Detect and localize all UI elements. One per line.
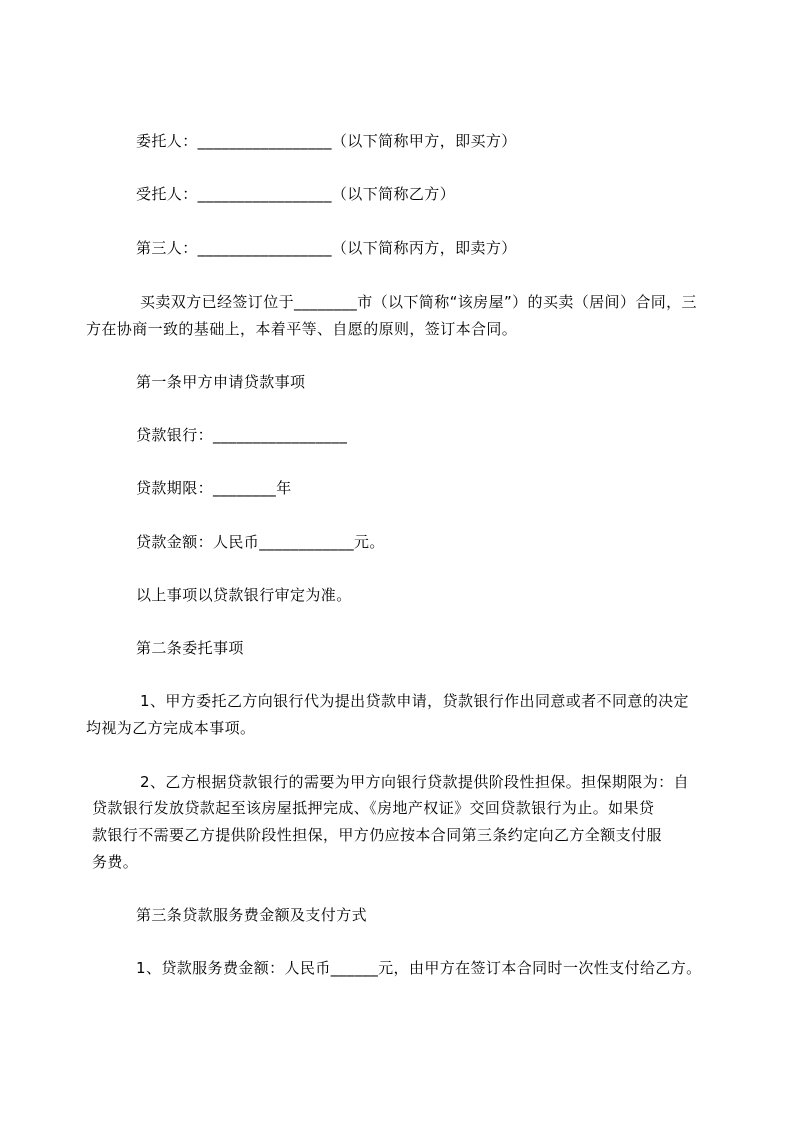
article-2-item-2-line-1: 2、乙方根据贷款银行的需要为甲方向银行贷款提供阶段性担保。担保期限为：自 [140,773,689,791]
article-2-item-2-line-3: 款银行不需要乙方提供阶段性担保，甲方仍应按本合同第三条约定向乙方全额支付服 [92,826,662,844]
intro-paragraph-line-1: 买卖双方已经签订位于________市（以下简称“该房屋”）的买卖（居间）合同，三 [140,293,697,311]
article-2-item-2-line-2: 贷款银行发放贷款起至该房屋抵押完成、《房地产权证》交回贷款银行为止。如果贷 [92,799,655,817]
article-1-title: 第一条甲方申请贷款事项 [136,373,306,391]
article-2-item-1-line-1: 1、甲方委托乙方向银行代为提出贷款申请，贷款银行作出同意或者不同意的决定 [140,692,689,710]
article-1-note: 以上事项以贷款银行审定为准。 [136,586,352,604]
loan-term-field: 贷款期限：________年 [136,479,292,497]
loan-bank-field: 贷款银行：_________________ [136,426,348,444]
loan-amount-field: 贷款金额：人民币____________元。 [136,533,385,551]
article-2-item-1-line-2: 均视为乙方完成本事项。 [86,719,256,737]
agent-line: 受托人：_________________（以下简称乙方） [136,185,456,203]
third-party-line: 第三人：_________________（以下简称丙方，即卖方） [136,239,517,257]
article-2-item-2-line-4: 务费。 [92,853,139,871]
client-line: 委托人：_________________（以下简称甲方，即买方） [136,132,517,150]
article-3-title: 第三条贷款服务费金额及支付方式 [136,906,368,924]
article-2-title: 第二条委托事项 [136,639,244,657]
intro-paragraph-line-2: 方在协商一致的基础上，本着平等、自愿的原则，签订本合同。 [86,320,518,338]
article-3-item-1: 1、贷款服务费金额：人民币______元，由甲方在签订本合同时一次性支付给乙方。 [136,959,702,977]
